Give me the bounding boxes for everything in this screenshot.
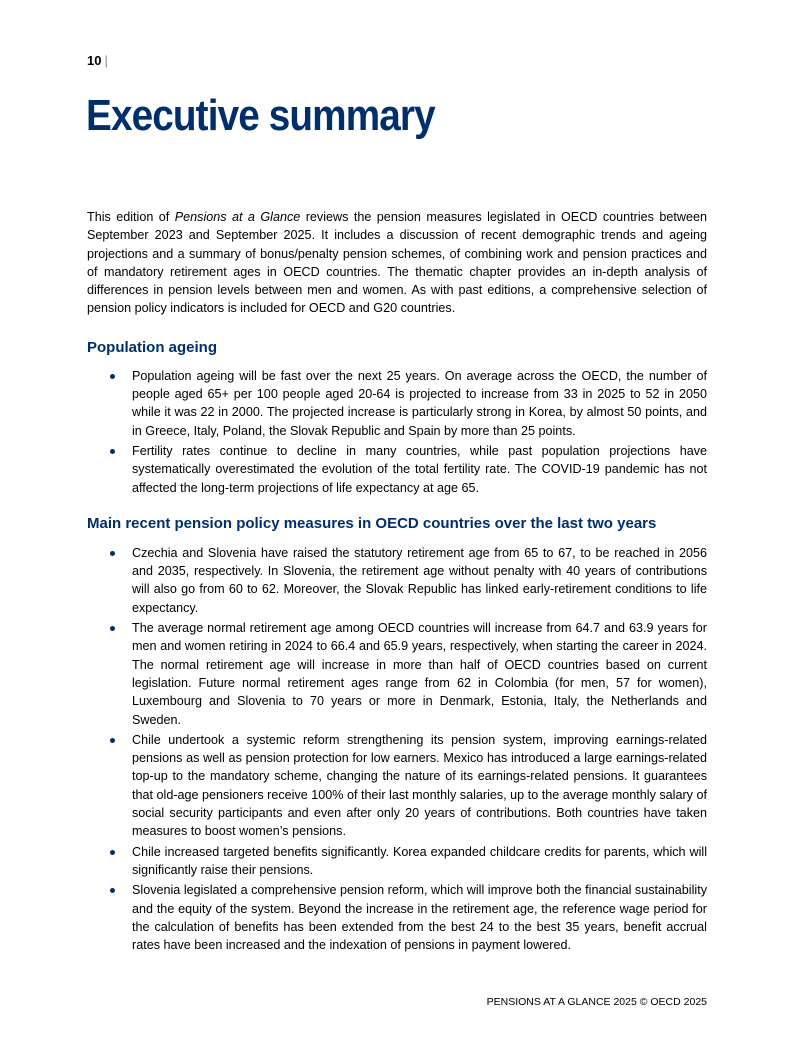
page-number-value: 10: [87, 53, 102, 68]
main-content: [87, 208, 707, 956]
list-item: [87, 843, 707, 880]
page-number: [87, 53, 108, 69]
bullet-icon: [110, 738, 115, 743]
bullet-icon: [110, 449, 115, 454]
list-item-text: Fertility rates continue to decline in many countries, while past population projections have systematically overestimated the evolution of the total fertility rate. The COVID-19 pandemic has not affected the long-term projections of life expectancy at age 65.: [132, 443, 707, 495]
policy-measures-list: [87, 544, 707, 955]
list-item-text: Slovenia legislated a comprehensive pension reform, which will improve both the financial sustainability and the equity of the system. Beyond the increase in the retirement age, the reference wage period for the calculation of benefits has been extended from the best 24 to the best 35 years, benefit accrual rates have been increased and the indexation of pensions in payment lowered.: [132, 883, 707, 953]
list-item-text: The average normal retirement age among OECD countries will increase from 64.7 and 63.9 years for men and women retiring in 2024 to 66.4 and 65.9 years, respectively, when starting the career in 2024. The normal retirement age will increase in more than half of OECD countries based on current legislation. Future normal retirement ages range from 62 in Colombia (for men, 57 for women), Luxembourg and Slovenia to 70 years or more in Denmark, Estonia, Italy, the Netherlands and Sweden.: [132, 621, 707, 727]
list-item: [87, 619, 707, 729]
list-item-text: Chile increased targeted benefits significantly. Korea expanded childcare credits for parents, which will significantly raise their pensions.: [132, 844, 707, 877]
section-heading-population-ageing: Population ageing: [87, 338, 217, 356]
bullet-icon: [110, 374, 115, 379]
list-item-text: Population ageing will be fast over the next 25 years. On average across the OECD, the number of people aged 65+ per 100 people aged 20-64 is projected to increase from 33 in 2025 to 52 in 2050 while it was 22 in 2000. The projected increase is particularly strong in Korea, by almost 50 points, and in Greece, Italy, Poland, the Slovak Republic and Spain by more than 25 points.: [132, 368, 707, 438]
list-item: [87, 881, 707, 954]
intro-text-rest: reviews the pension measures legislated in OECD countries between September 2023 and September 2025. It includes a discussion of recent demographic trends and ageing projections and a summary of bonus/penalty pension schemes, of combining work and pension practices and of mandatory retirement ages in OECD countries. The thematic chapter provides an in-depth analysis of differences in pension levels between men and women. As with past editions, a comprehensive selection of pension policy indicators is included for OECD and G20 countries.: [87, 210, 707, 316]
intro-text-start: This edition of: [87, 210, 175, 224]
section-heading-policy-measures: Main recent pension policy measures in OECD countries over the last two years: [87, 514, 657, 532]
page-title: Executive summary: [86, 91, 435, 140]
publication-title: Pensions at a Glance: [174, 210, 301, 224]
bullet-icon: [110, 850, 115, 855]
bullet-icon: [110, 551, 115, 556]
population-ageing-list: [87, 367, 707, 497]
intro-paragraph: [87, 208, 707, 318]
bullet-icon: [110, 888, 115, 893]
list-item-text: Czechia and Slovenia have raised the statutory retirement age from 65 to 67, to be reached in 2056 and 2035, respectively. In Slovenia, the retirement age without penalty with 40 years of contributions will also go from 60 to 62. Moreover, the Slovak Republic has linked early-retirement conditions to life expectancy.: [132, 545, 707, 615]
page-footer: PENSIONS AT A GLANCE 2025 © OECD 2025: [486, 996, 707, 1008]
list-item: [87, 544, 707, 617]
list-item: [87, 442, 707, 497]
bullet-icon: [110, 626, 115, 631]
list-item-text: Chile undertook a systemic reform strengthening its pension system, improving earnings-related pensions as well as pension protection for low earners. Mexico has introduced a large earnings-related top-up to the mandatory scheme, changing the nature of its earnings-related pensions. It guarantees that old-age pensioners receive 100% of their last monthly salaries, up to the average monthly salary of social security participants and even after only 20 years of contributions. Both countries have taken measures to boost women’s pensions.: [132, 732, 707, 839]
page-number-separator: |: [104, 53, 108, 68]
list-item: [87, 731, 707, 841]
list-item: [87, 367, 707, 440]
